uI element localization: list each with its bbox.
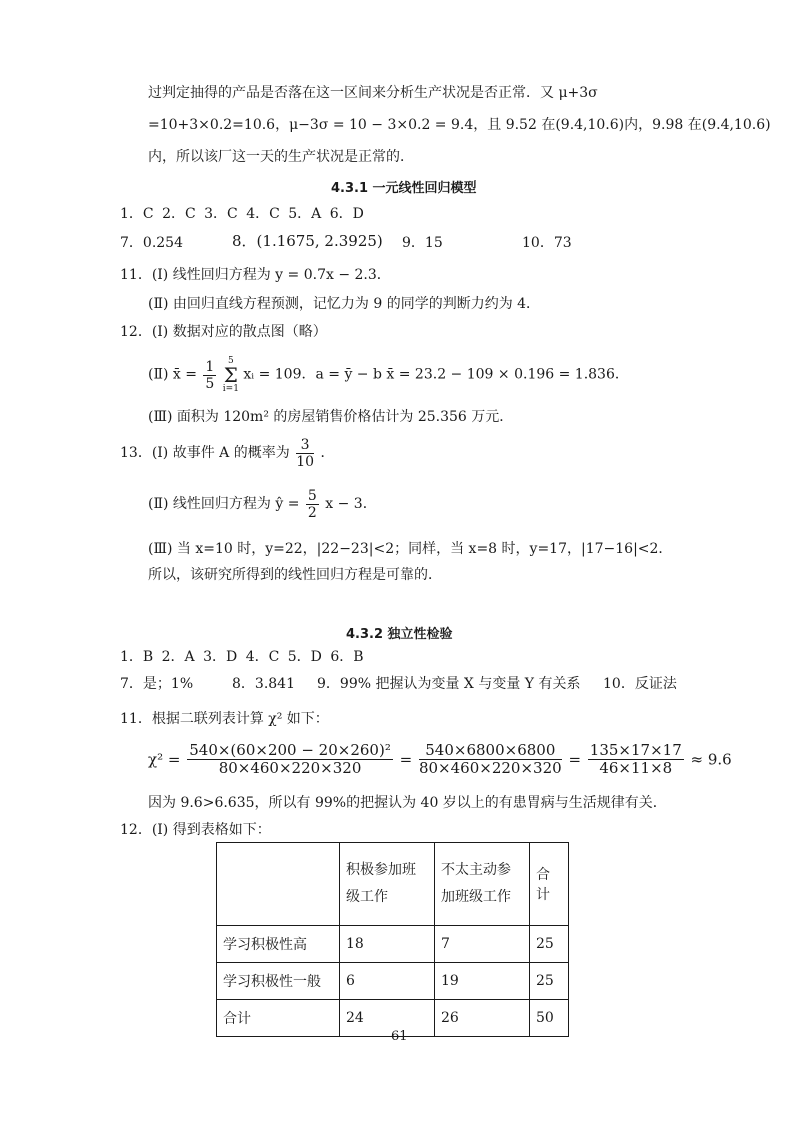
chi-fraction-1: [187, 742, 393, 778]
chi-fraction-3: [588, 742, 684, 778]
table-cell: 学习积极性一般: [217, 963, 340, 1000]
contingency-table: [216, 842, 569, 1037]
table-row: [217, 963, 569, 1000]
q12-ii-prefix: (Ⅱ) x̄ =: [148, 366, 197, 383]
fraction-denominator: 2: [307, 505, 317, 522]
q13-i-text: 13．(Ⅰ) 故事件 A 的概率为: [120, 444, 290, 461]
answer-431-10: 10．73: [522, 235, 572, 251]
section-title-431: 4.3.1 一元线性回归模型: [331, 181, 477, 196]
fraction-numerator: 135×17×17: [589, 741, 682, 759]
answer-432-7: 7．是；1%: [120, 676, 194, 692]
chi-square-formula: [148, 742, 732, 778]
fraction-numerator: 5: [307, 488, 317, 504]
period: ．: [320, 444, 335, 461]
table-header-cell: [217, 843, 340, 926]
equals-sign: =: [568, 750, 582, 769]
table-cell: 25: [530, 963, 569, 1000]
table-cell: 50: [530, 1000, 569, 1037]
table-cell: 合计: [217, 1000, 340, 1037]
table-cell: 19: [435, 963, 530, 1000]
answer-431-7: 7．0.254: [120, 235, 183, 251]
table-header-row: [217, 843, 569, 926]
q13-ii-rest: x − 3．: [325, 495, 377, 512]
answer-431-12-ii: [148, 356, 629, 395]
chi-fraction-2: [419, 742, 562, 778]
answer-431-12-i: 12．(Ⅰ) 数据对应的散点图（略）: [120, 324, 327, 340]
answer-432-11: 11．根据二联列表计算 χ² 如下：: [120, 711, 329, 727]
fraction-numerator: 3: [296, 437, 314, 454]
table-cell: 学习积极性高: [217, 926, 340, 963]
table-cell: 25: [530, 926, 569, 963]
answer-432-8: 8．3.841: [232, 676, 295, 692]
answer-431-8: 8．(1.1675, 2.3925): [232, 232, 383, 250]
chi-lhs: χ² =: [148, 750, 181, 769]
fraction-denominator: 10: [296, 454, 315, 471]
fraction-one-fifth: [203, 359, 216, 392]
fraction-denominator: 5: [205, 375, 215, 392]
answer-431-13-conclusion: 所以，该研究所得到的线性回归方程是可靠的．: [148, 567, 442, 583]
answer-431-11-i: 11．(Ⅰ) 线性回归方程为 y = 0.7x − 2.3．: [120, 267, 391, 283]
table-header-cell: 积极参加班级工作: [340, 843, 435, 926]
answer-432-9: 9．99% 把握认为变量 X 与变量 Y 有关系: [317, 676, 581, 692]
table-header-cell: 不太主动参加班级工作: [435, 843, 530, 926]
table-cell: 7: [435, 926, 530, 963]
fraction-denominator: 46×11×8: [599, 759, 673, 778]
q13-ii-text: (Ⅱ) 线性回归方程为 ŷ =: [148, 495, 300, 512]
sum-upper-limit: 5: [228, 356, 234, 366]
answer-431-12-iii: (Ⅲ) 面积为 120m² 的房屋销售价格估计为 25.356 万元．: [148, 409, 514, 425]
answer-432-10: 10．反证法: [603, 676, 677, 692]
fraction-numerator: 1: [205, 358, 215, 375]
equals-sign: =: [399, 750, 413, 769]
table-cell: 24: [340, 1000, 435, 1037]
summation-symbol: [223, 356, 239, 395]
fraction-five-halves: [306, 488, 319, 521]
answer-431-9: 9．15: [402, 235, 443, 251]
text-line-2: =10+3×0.2=10.6，μ−3σ = 10 − 3×0.2 = 9.4，且 9.52 在(9.4,10.6)内，9.98 在(9.4,10.6): [148, 117, 771, 133]
text-line-3: 内，所以该厂这一天的生产状况是正常的．: [148, 149, 414, 165]
answer-432-11-conclusion: 因为 9.6>6.635，所以有 99%的把握认为 40 岁以上的有患胃病与生活规律有关．: [148, 795, 667, 811]
table-cell: 26: [435, 1000, 530, 1037]
fraction-numerator: 540×(60×200 − 20×260)²: [189, 741, 391, 759]
answer-431-13-iii: (Ⅲ) 当 x=10 时，y=22，|22−23|<2；同样，当 x=8 时，y=17，|17−16|<2．: [148, 541, 673, 557]
answer-431-13-ii: [148, 488, 377, 521]
fraction-denominator: 80×460×220×320: [418, 759, 562, 778]
q12-ii-rest: xᵢ = 109．a = ȳ − b x̄ = 23.2 − 109 × 0.196 = 1.836．: [243, 366, 629, 383]
fraction-three-tenths: [296, 437, 314, 470]
answer-431-13-i: [120, 437, 334, 470]
table-header-cell: 合计: [530, 843, 569, 926]
table-cell: 6: [340, 963, 435, 1000]
section-title-432: 4.3.2 独立性检验: [346, 627, 453, 642]
chi-result: ≈ 9.6: [690, 750, 732, 769]
fraction-numerator: 540×6800×6800: [419, 742, 562, 760]
text-line-1: 过判定抽得的产品是否落在这一区间来分析生产状况是否正常．又 μ+3σ: [148, 85, 598, 101]
answers-432-1-6: 1．B 2．A 3．D 4．C 5．D 6．B: [120, 649, 364, 665]
answer-432-12-i: 12．(Ⅰ) 得到表格如下：: [120, 822, 271, 838]
answer-431-11-ii: (Ⅱ) 由回归直线方程预测，记忆力为 9 的同学的判断力约为 4．: [148, 296, 541, 312]
fraction-denominator: 80×460×220×320: [218, 759, 362, 778]
answers-431-1-6: 1．C 2．C 3．C 4．C 5．A 6．D: [120, 206, 364, 222]
sigma-glyph: Σ: [223, 363, 238, 388]
table-row: [217, 926, 569, 963]
table-cell: 18: [340, 926, 435, 963]
sum-lower-limit: i=1: [222, 384, 239, 395]
page-number: 61: [391, 1029, 408, 1044]
